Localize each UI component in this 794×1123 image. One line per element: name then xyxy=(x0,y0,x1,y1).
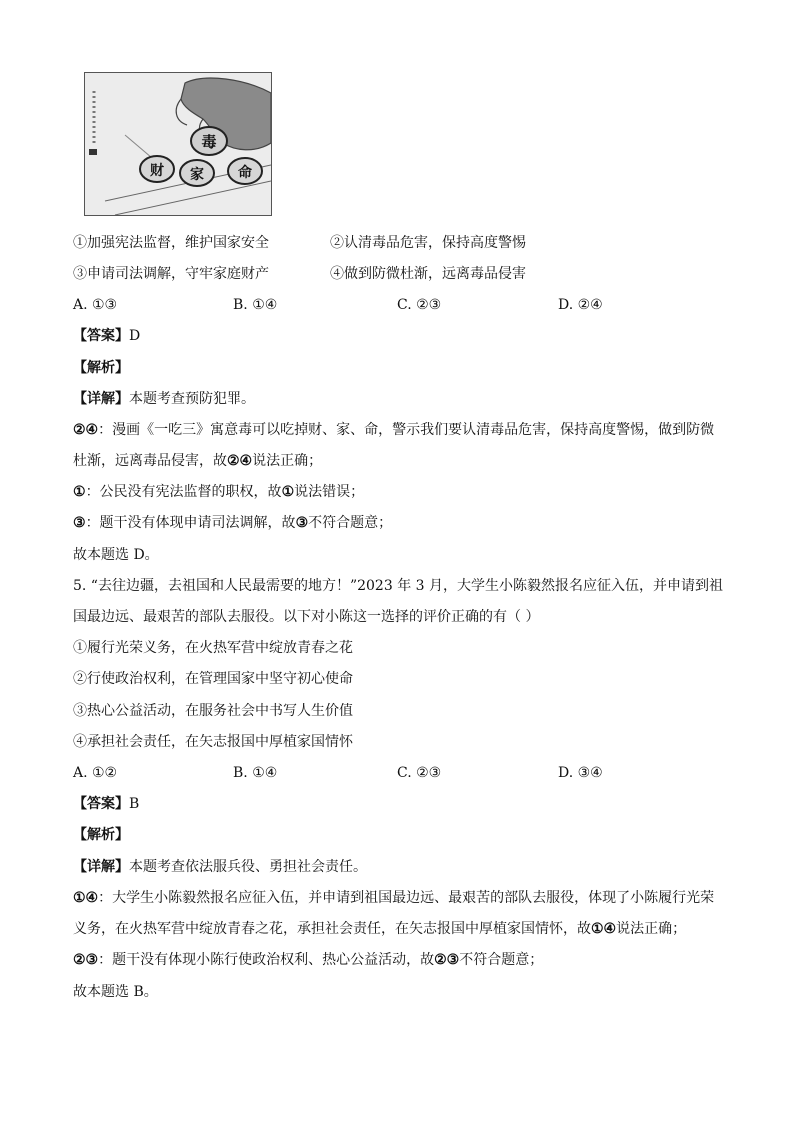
explain-mark: ③ xyxy=(295,515,309,531)
q4-explain-2 xyxy=(73,482,364,502)
explain-text: 不符合题意； xyxy=(459,952,544,968)
detail-label: 【详解】 xyxy=(73,859,129,875)
q5-stem-b: 国最边远、最艰苦的部队去服役。以下对小陈这一选择的评价正确的有（ ） xyxy=(73,609,540,625)
explain-mark: ①④ xyxy=(591,921,617,937)
q4-option-2: ②认清毒品危害，保持高度警惕 xyxy=(330,235,526,251)
answer-value: D xyxy=(129,328,141,344)
answer-value: B xyxy=(129,796,140,812)
piece-du: 毒 xyxy=(201,133,217,151)
q4-option-1: ①加强宪法监督，维护国家安全 xyxy=(73,235,269,251)
piece-jia: 家 xyxy=(190,167,204,183)
explain-mark: ③ xyxy=(73,515,86,531)
explain-text: ：题干没有体现小陈行使政治权利、热心公益活动，故 xyxy=(98,952,435,968)
q5-stem-a: 5. “去往边疆，去祖国和人民最需要的地方！”2023 年 3 月，大学生小陈毅然报名应征入伍，并申请到祖 xyxy=(73,578,724,594)
q4-explain-1b xyxy=(73,451,322,471)
q5-choice-b: B. ①④ xyxy=(233,765,278,781)
explain-mark: ②③ xyxy=(434,952,460,968)
answer-label: 【答案】 xyxy=(73,796,129,812)
q4-conclusion: 故本题选 D。 xyxy=(73,547,159,563)
cartoon-image xyxy=(84,72,272,216)
q5-conclusion: 故本题选 B。 xyxy=(73,984,158,1000)
q4-option-3: ③申请司法调解，守牢家庭财产 xyxy=(73,266,269,282)
answer-label: 【答案】 xyxy=(73,328,129,344)
q4-choice-b: B. ①④ xyxy=(233,297,278,313)
q5-explain-2 xyxy=(73,950,543,970)
explain-text: 杜渐，远离毒品侵害，故 xyxy=(73,453,227,469)
q5-explain-1a xyxy=(73,888,714,908)
q5-explain-1b xyxy=(73,919,686,939)
explain-text: ：大学生小陈毅然报名应征入伍，并申请到祖国最边远、最艰苦的部队去服役，体现了小陈履行光荣 xyxy=(98,890,715,906)
q5-choice-c: C. ②③ xyxy=(397,765,442,781)
detail-text: 本题考查依法服兵役、勇担社会责任。 xyxy=(129,859,367,875)
q4-choice-c: C. ②③ xyxy=(397,297,442,313)
detail-text: 本题考查预防犯罪。 xyxy=(129,391,255,407)
q4-explain-3 xyxy=(73,513,392,533)
explain-text: ：题干没有体现申请司法调解，故 xyxy=(85,515,296,531)
q5-detail-line xyxy=(73,857,367,877)
detail-label: 【详解】 xyxy=(73,391,129,407)
q5-option-1: ①履行光荣义务，在火热军营中绽放青春之花 xyxy=(73,640,353,656)
explain-text: 说法错误； xyxy=(294,484,365,500)
explain-text: ：漫画《一吃三》寓意毒可以吃掉财、家、命，警示我们要认清毒品危害，保持高度警惕，做到防微 xyxy=(98,422,715,438)
q5-answer-line xyxy=(73,794,139,814)
explain-text: 说法正确； xyxy=(616,921,687,937)
explain-mark: ① xyxy=(73,484,86,500)
explain-mark: ① xyxy=(281,484,295,500)
explain-text: 不符合题意； xyxy=(308,515,393,531)
q5-analysis-label: 【解析】 xyxy=(73,827,129,843)
explain-mark: ②④ xyxy=(227,453,253,469)
explain-mark: ②③ xyxy=(73,952,99,968)
q4-explain-1a xyxy=(73,420,714,440)
q4-detail-line xyxy=(73,389,255,409)
q5-choice-d: D. ③④ xyxy=(558,765,603,781)
explain-text: 义务，在火热军营中绽放青春之花，承担社会责任，在矢志报国中厚植家国情怀，故 xyxy=(73,921,591,937)
q4-analysis-label: 【解析】 xyxy=(73,360,129,376)
q5-option-2: ②行使政治权利，在管理国家中坚守初心使命 xyxy=(73,671,353,687)
explain-text: ：公民没有宪法监督的职权，故 xyxy=(85,484,282,500)
q5-option-3: ③热心公益活动，在服务社会中书写人生价值 xyxy=(73,703,353,719)
piece-ming: 命 xyxy=(238,165,252,181)
cartoon-drawing xyxy=(85,73,271,215)
q5-option-4: ④承担社会责任，在矢志报国中厚植家国情怀 xyxy=(73,734,353,750)
q4-choice-d: D. ②④ xyxy=(558,297,603,313)
explain-text: 说法正确； xyxy=(252,453,323,469)
explain-mark: ①④ xyxy=(73,890,99,906)
q4-choice-a: A. ①③ xyxy=(73,297,118,313)
q5-choice-a: A. ①② xyxy=(73,765,118,781)
q4-option-4: ④做到防微杜渐，远离毒品侵害 xyxy=(330,266,526,282)
piece-cai: 财 xyxy=(150,163,164,179)
q4-answer-line xyxy=(73,326,140,346)
explain-mark: ②④ xyxy=(73,422,99,438)
